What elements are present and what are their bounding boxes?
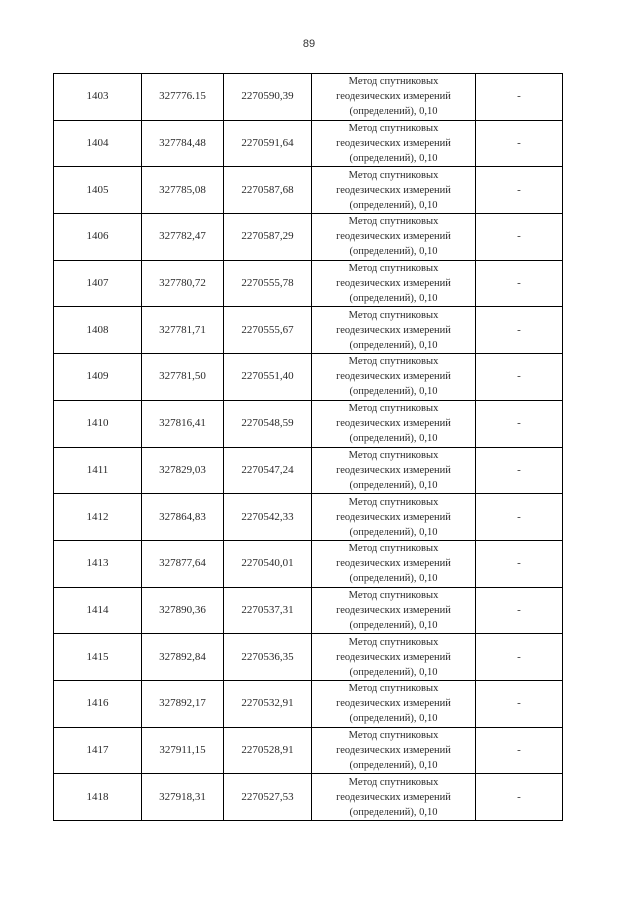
point-number-cell: 1407 [54,260,142,307]
method-cell [312,214,476,261]
method-line: Метод спутниковых [348,123,439,135]
description-cell: - [476,634,563,681]
point-number-cell: 1409 [54,354,142,401]
method-cell [312,587,476,634]
page-number: 89 [302,38,316,50]
x-coordinate-cell: 327829,03 [142,447,224,494]
method-cell [312,727,476,774]
table-row [54,634,563,681]
method-line: геодезических измерений [336,184,451,196]
x-coordinate-cell: 327782,47 [142,214,224,261]
method-line: (определений), 0,10 [349,433,438,445]
description-cell: - [476,727,563,774]
description-cell: - [476,214,563,261]
table-row [54,774,563,821]
method-line: (определений), 0,10 [349,619,438,631]
method-cell [312,494,476,541]
method-cell [312,74,476,121]
method-line: (определений), 0,10 [349,666,438,678]
point-number-cell: 1412 [54,494,142,541]
method-line: (определений), 0,10 [349,106,438,118]
method-line: Метод спутниковых [348,589,439,601]
method-line: (определений), 0,10 [349,806,438,818]
method-line: геодезических измерений [336,138,451,150]
method-line: геодезических измерений [336,231,451,243]
point-number-cell: 1403 [54,74,142,121]
table-row [54,214,563,261]
description-cell: - [476,167,563,214]
description-cell: - [476,587,563,634]
method-line: геодезических измерений [336,418,451,430]
description-cell: - [476,494,563,541]
method-line: (определений), 0,10 [349,199,438,211]
method-cell [312,680,476,727]
y-coordinate-cell: 2270528,91 [224,727,312,774]
table-row [54,680,563,727]
method-line: Метод спутниковых [348,403,439,415]
description-cell: - [476,260,563,307]
method-line: геодезических измерений [336,651,451,663]
method-line: геодезических измерений [336,604,451,616]
method-line: Метод спутниковых [348,636,439,648]
method-line: (определений), 0,10 [349,526,438,538]
method-cell [312,167,476,214]
method-line: Метод спутниковых [348,543,439,555]
point-number-cell: 1414 [54,587,142,634]
table-row [54,540,563,587]
method-cell [312,307,476,354]
method-line: геодезических измерений [336,371,451,383]
y-coordinate-cell: 2270532,91 [224,680,312,727]
point-number-cell: 1415 [54,634,142,681]
method-line: Метод спутниковых [348,216,439,228]
table-row [54,120,563,167]
method-line: Метод спутниковых [348,496,439,508]
method-line: (определений), 0,10 [349,759,438,771]
method-line: геодезических измерений [336,511,451,523]
y-coordinate-cell: 2270551,40 [224,354,312,401]
table-row [54,307,563,354]
y-coordinate-cell: 2270537,31 [224,587,312,634]
method-cell [312,354,476,401]
y-coordinate-cell: 2270527,53 [224,774,312,821]
method-line: геодезических измерений [336,698,451,710]
method-line: (определений), 0,10 [349,293,438,305]
description-cell: - [476,447,563,494]
method-cell [312,634,476,681]
y-coordinate-cell: 2270555,67 [224,307,312,354]
x-coordinate-cell: 327877,64 [142,540,224,587]
point-number-cell: 1416 [54,680,142,727]
x-coordinate-cell: 327781,71 [142,307,224,354]
table-row [54,727,563,774]
table-row [54,354,563,401]
description-cell: - [476,540,563,587]
point-number-cell: 1410 [54,400,142,447]
point-number-cell: 1418 [54,774,142,821]
method-line: (определений), 0,10 [349,386,438,398]
table-row [54,74,563,121]
description-cell: - [476,120,563,167]
method-line: Метод спутниковых [348,309,439,321]
point-number-cell: 1405 [54,167,142,214]
x-coordinate-cell: 327781,50 [142,354,224,401]
x-coordinate-cell: 327911,15 [142,727,224,774]
y-coordinate-cell: 2270540,01 [224,540,312,587]
method-cell [312,120,476,167]
x-coordinate-cell: 327918,31 [142,774,224,821]
method-line: (определений), 0,10 [349,153,438,165]
y-coordinate-cell: 2270555,78 [224,260,312,307]
x-coordinate-cell: 327890,36 [142,587,224,634]
x-coordinate-cell: 327816,41 [142,400,224,447]
table-row [54,494,563,541]
method-line: геодезических измерений [336,324,451,336]
table-row [54,447,563,494]
table-row [54,260,563,307]
x-coordinate-cell: 327864,83 [142,494,224,541]
coordinates-table [53,73,563,821]
method-line: геодезических измерений [336,744,451,756]
method-line: Метод спутниковых [348,449,439,461]
method-line: геодезических измерений [336,91,451,103]
point-number-cell: 1417 [54,727,142,774]
description-cell: - [476,74,563,121]
description-cell: - [476,400,563,447]
point-number-cell: 1413 [54,540,142,587]
description-cell: - [476,307,563,354]
x-coordinate-cell: 327785,08 [142,167,224,214]
method-cell [312,540,476,587]
method-line: Метод спутниковых [348,683,439,695]
y-coordinate-cell: 2270587,68 [224,167,312,214]
method-line: Метод спутниковых [348,729,439,741]
method-line: (определений), 0,10 [349,246,438,258]
y-coordinate-cell: 2270547,24 [224,447,312,494]
method-cell [312,260,476,307]
table-row [54,400,563,447]
method-cell [312,447,476,494]
method-cell [312,774,476,821]
x-coordinate-cell: 327776.15 [142,74,224,121]
y-coordinate-cell: 2270591,64 [224,120,312,167]
y-coordinate-cell: 2270548,59 [224,400,312,447]
y-coordinate-cell: 2270542,33 [224,494,312,541]
method-line: (определений), 0,10 [349,479,438,491]
description-cell: - [476,774,563,821]
x-coordinate-cell: 327784,48 [142,120,224,167]
x-coordinate-cell: 327892,17 [142,680,224,727]
method-line: Метод спутниковых [348,776,439,788]
table-row [54,167,563,214]
method-line: геодезических измерений [336,558,451,570]
method-line: геодезических измерений [336,791,451,803]
table-row [54,587,563,634]
x-coordinate-cell: 327892,84 [142,634,224,681]
point-number-cell: 1408 [54,307,142,354]
point-number-cell: 1404 [54,120,142,167]
method-cell [312,400,476,447]
method-line: (определений), 0,10 [349,713,438,725]
method-line: (определений), 0,10 [349,339,438,351]
y-coordinate-cell: 2270587,29 [224,214,312,261]
point-number-cell: 1406 [54,214,142,261]
method-line: Метод спутниковых [348,356,439,368]
coordinates-table-body [54,74,563,821]
method-line: геодезических измерений [336,464,451,476]
method-line: Метод спутниковых [348,76,439,88]
point-number-cell: 1411 [54,447,142,494]
method-line: геодезических измерений [336,278,451,290]
description-cell: - [476,354,563,401]
y-coordinate-cell: 2270590,39 [224,74,312,121]
method-line: Метод спутниковых [348,169,439,181]
method-line: Метод спутниковых [348,263,439,275]
x-coordinate-cell: 327780,72 [142,260,224,307]
y-coordinate-cell: 2270536,35 [224,634,312,681]
method-line: (определений), 0,10 [349,573,438,585]
description-cell: - [476,680,563,727]
